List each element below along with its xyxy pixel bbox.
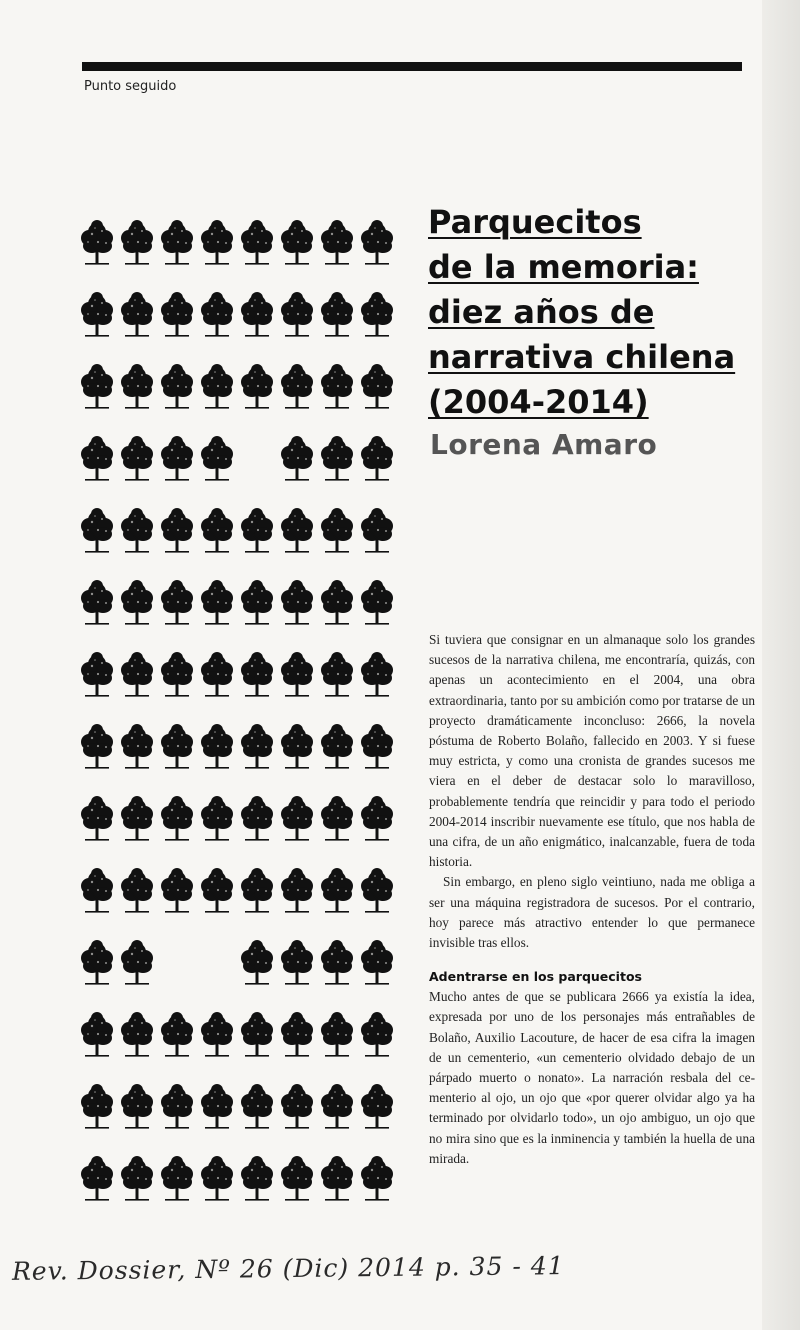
tree-icon bbox=[320, 722, 354, 772]
tree-icon bbox=[280, 1010, 314, 1060]
tree-icon bbox=[280, 1082, 314, 1132]
tree-icon bbox=[320, 794, 354, 844]
tree-icon bbox=[160, 434, 194, 484]
tree-icon bbox=[200, 722, 234, 772]
tree-icon bbox=[80, 650, 114, 700]
tree-icon bbox=[320, 1154, 354, 1204]
title-line: diez años de bbox=[428, 293, 655, 331]
title-line: de la memoria: bbox=[428, 248, 699, 286]
tree-icon bbox=[280, 290, 314, 340]
tree-icon bbox=[240, 1082, 274, 1132]
section-label: Punto seguido bbox=[84, 79, 177, 94]
tree-icon bbox=[320, 578, 354, 628]
tree-icon bbox=[240, 866, 274, 916]
tree-icon bbox=[160, 650, 194, 700]
tree-icon bbox=[360, 506, 394, 556]
tree-icon bbox=[120, 578, 154, 628]
title-line: (2004-2014) bbox=[428, 383, 649, 421]
tree-icon bbox=[80, 1154, 114, 1204]
tree-icon bbox=[120, 938, 154, 988]
article-title bbox=[428, 200, 748, 425]
tree-icon bbox=[200, 794, 234, 844]
tree-icon bbox=[360, 218, 394, 268]
tree-icon bbox=[120, 650, 154, 700]
tree-icon bbox=[80, 578, 114, 628]
tree-icon bbox=[120, 1010, 154, 1060]
tree-icon bbox=[80, 722, 114, 772]
title-line: Parquecitos bbox=[428, 203, 642, 241]
tree-icon bbox=[240, 290, 274, 340]
tree-icon bbox=[120, 506, 154, 556]
top-rule bbox=[82, 62, 742, 71]
tree-icon bbox=[280, 1154, 314, 1204]
tree-icon bbox=[120, 866, 154, 916]
tree-icon bbox=[240, 362, 274, 412]
page-edge-shadow bbox=[762, 0, 800, 1330]
tree-icon bbox=[80, 506, 114, 556]
tree-icon bbox=[240, 1010, 274, 1060]
tree-icon bbox=[160, 1010, 194, 1060]
tree-icon bbox=[200, 578, 234, 628]
tree-icon bbox=[320, 1082, 354, 1132]
tree-icon bbox=[280, 938, 314, 988]
tree-icon bbox=[80, 218, 114, 268]
tree-icon bbox=[320, 434, 354, 484]
tree-icon bbox=[360, 290, 394, 340]
paragraph: Mucho antes de que se publicara 2666 ya existía la idea, expresada por uno de los personajes más entrañables de Bolaño, Auxilio Lacouture, de hacer de esa cifra la imagen de un cementerio, «un cementerio olvidado debajo de un párpado muerto o nonato». La narración resbala del cementerio al ojo, un ojo que «por querer olvidar algo ya ha terminado por olvidarlo todo», un ojo ambiguo, un ojo que no mira sino que es la inminencia y también la huella de una mirada. bbox=[429, 989, 755, 1166]
tree-icon bbox=[200, 650, 234, 700]
subheading: Adentrarse en los parquecitos bbox=[429, 969, 642, 985]
tree-icon bbox=[320, 938, 354, 988]
tree-icon bbox=[160, 794, 194, 844]
tree-icon bbox=[360, 1082, 394, 1132]
tree-icon bbox=[280, 794, 314, 844]
tree-icon bbox=[160, 362, 194, 412]
tree-icon bbox=[280, 650, 314, 700]
tree-icon bbox=[200, 434, 234, 484]
tree-icon bbox=[120, 1154, 154, 1204]
tree-icon bbox=[240, 218, 274, 268]
tree-icon bbox=[360, 434, 394, 484]
article-author: Lorena Amaro bbox=[430, 428, 658, 461]
tree-icon bbox=[160, 722, 194, 772]
tree-icon bbox=[280, 578, 314, 628]
tree-icon bbox=[120, 434, 154, 484]
tree-icon bbox=[280, 506, 314, 556]
tree-icon bbox=[360, 1154, 394, 1204]
tree-icon bbox=[80, 362, 114, 412]
paragraph: Si tuviera que consignar en un almanaque solo los grandes sucesos de la narrativa chilena, me encontraría, quizás, con apenas un acontecimiento en el 2004, una obra extraordinaria, tanto por su ambición como por tratarse de un proyecto dramáticamente inconcluso: 2666, la novela póstuma de Roberto Bolaño, fallecido en 2003. Y si fuese muy estricta, y como una cronista de grandes sucesos me viera en el deber de destacar solo lo maravilloso, probablemente tendría que reincidir y para todo el periodo 2004-2014 inscribir nuevamente ese título, que nos habla de una cifra, de un año enigmático, inalcanzable, fuera de toda historia. bbox=[429, 632, 755, 870]
tree-icon bbox=[120, 362, 154, 412]
tree-icon bbox=[200, 506, 234, 556]
tree-icon bbox=[360, 722, 394, 772]
tree-icon bbox=[120, 794, 154, 844]
tree-icon bbox=[120, 218, 154, 268]
tree-icon bbox=[280, 362, 314, 412]
tree-icon bbox=[360, 578, 394, 628]
tree-icon bbox=[160, 218, 194, 268]
tree-icon bbox=[200, 218, 234, 268]
tree-icon bbox=[320, 506, 354, 556]
tree-icon bbox=[320, 866, 354, 916]
tree-icon bbox=[360, 794, 394, 844]
tree-icon bbox=[320, 218, 354, 268]
tree-icon bbox=[240, 938, 274, 988]
tree-icon bbox=[80, 290, 114, 340]
tree-icon bbox=[160, 1082, 194, 1132]
tree-icon bbox=[280, 866, 314, 916]
tree-icon bbox=[200, 290, 234, 340]
title-line: narrativa chilena bbox=[428, 338, 736, 376]
tree-icon bbox=[80, 434, 114, 484]
paragraph: Sin embargo, en pleno siglo veintiuno, nada me obliga a ser una máquina registradora de sucesos. Por el contrario, hoy parece más atractivo entender lo que permanece invisible tras ellos. bbox=[429, 874, 755, 951]
tree-icon bbox=[360, 866, 394, 916]
tree-icon bbox=[120, 722, 154, 772]
tree-icon bbox=[240, 1154, 274, 1204]
tree-icon bbox=[160, 506, 194, 556]
article-body bbox=[429, 630, 755, 1169]
tree-icon bbox=[80, 794, 114, 844]
tree-icon bbox=[120, 290, 154, 340]
tree-icon bbox=[320, 290, 354, 340]
tree-icon bbox=[80, 1010, 114, 1060]
tree-illustration bbox=[80, 218, 400, 1208]
tree-icon bbox=[120, 1082, 154, 1132]
tree-icon bbox=[160, 866, 194, 916]
tree-icon bbox=[320, 1010, 354, 1060]
tree-icon bbox=[80, 938, 114, 988]
tree-icon bbox=[360, 650, 394, 700]
tree-icon bbox=[360, 1010, 394, 1060]
tree-icon bbox=[280, 218, 314, 268]
tree-icon bbox=[200, 1082, 234, 1132]
tree-icon bbox=[240, 578, 274, 628]
tree-icon bbox=[200, 1154, 234, 1204]
tree-icon bbox=[200, 362, 234, 412]
tree-icon bbox=[200, 1010, 234, 1060]
tree-icon bbox=[160, 578, 194, 628]
tree-icon bbox=[320, 362, 354, 412]
tree-icon bbox=[280, 434, 314, 484]
tree-icon bbox=[200, 866, 234, 916]
tree-icon bbox=[80, 1082, 114, 1132]
tree-icon bbox=[160, 290, 194, 340]
tree-icon bbox=[80, 866, 114, 916]
tree-icon bbox=[160, 1154, 194, 1204]
tree-icon bbox=[240, 722, 274, 772]
handwritten-citation: Rev. Dossier, Nº 26 (Dic) 2014 p. 35 - 41 bbox=[11, 1251, 565, 1286]
tree-icon bbox=[320, 650, 354, 700]
tree-icon bbox=[240, 794, 274, 844]
tree-icon bbox=[360, 362, 394, 412]
tree-icon bbox=[360, 938, 394, 988]
tree-icon bbox=[240, 650, 274, 700]
tree-icon bbox=[280, 722, 314, 772]
tree-icon bbox=[240, 506, 274, 556]
